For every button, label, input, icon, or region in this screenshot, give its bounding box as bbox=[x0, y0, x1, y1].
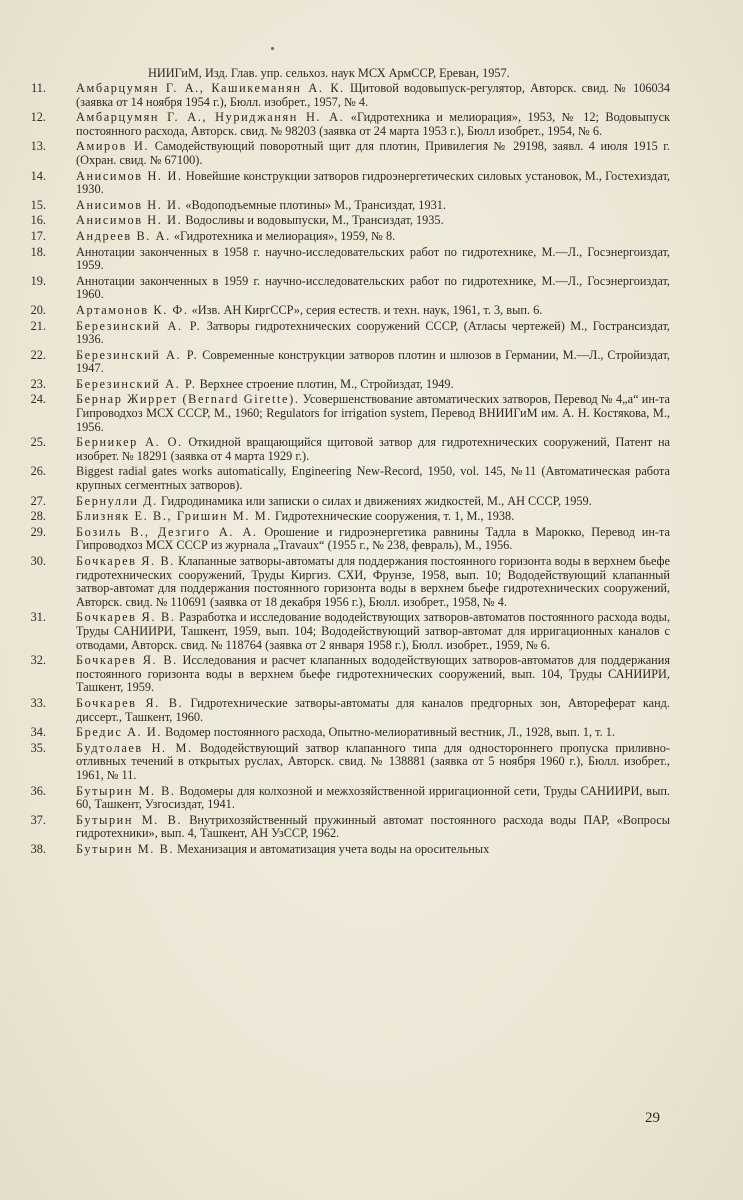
reference-entry-37 bbox=[26, 814, 670, 841]
reference-author: Бутырин М. В. bbox=[76, 783, 176, 798]
reference-entry-38 bbox=[26, 843, 670, 857]
reference-number: 31 . bbox=[26, 611, 46, 625]
reference-author: Амиров И. bbox=[76, 139, 150, 154]
reference-number: 29 . bbox=[26, 526, 46, 540]
reference-number: 27 . bbox=[26, 495, 46, 509]
reference-text: Внутрихозяйственный пружинный автомат постоянного расхода воды ПАР, «Вопросы гидротехники», вып. 4, Ташкент, АН УзССР, 1962. bbox=[76, 812, 670, 841]
reference-author: Близняк Е. В., Гришин М. М. bbox=[76, 509, 272, 524]
reference-text: Клапанные затворы-автоматы для поддержания постоянного горизонта воды в верхнем бьефе гидротехнических сооружений, Труды Киргиз. СХИ, Фрунзе, 1958, вып. 10; Вододействующий клапанный затвор-автомат для поддержания постоянного горизонта воды в верхнем бьефе гидротехнических сооружений, Авторск. свид. № 110691 (заявка от 18 декабря 1956 г.), Бюлл. изобрет., 1958, № 4. bbox=[76, 554, 670, 609]
reference-text: Водомер постоянного расхода, Опытно-мелиоративный вестник, Л., 1928, вып. 1, т. 1. bbox=[165, 725, 615, 740]
reference-author: Березинский А. Р. bbox=[76, 318, 202, 333]
reference-author: Амбарцумян Г. А., Нуриджанян Н. А. bbox=[76, 110, 345, 125]
reference-text: Водосливы и водовыпуски, М., Трансиздат, 1935. bbox=[185, 213, 444, 228]
reference-author: Бочкарев Я. В. bbox=[76, 554, 175, 568]
reference-number: 34 . bbox=[26, 726, 46, 740]
reference-text: Гидротехнические сооружения, т. 1, М., 1938. bbox=[274, 509, 515, 524]
reference-number: 26 . bbox=[26, 465, 46, 479]
reference-author: Бочкарев Я. В. bbox=[76, 653, 178, 668]
reference-author: Бернулли Д. bbox=[76, 493, 158, 508]
reference-author: Березинский А. Р. bbox=[76, 376, 197, 391]
reference-text: Самодействующий поворотный щит для плотин, Привилегия № 29198, заявл. 4 июля 1915 г. (Охран. свид. № 67100). bbox=[76, 139, 671, 167]
reference-text: «Гидротехника и мелиорация», 1959, № 8. bbox=[173, 228, 396, 243]
reference-author: Березинский А. Р. bbox=[76, 347, 199, 362]
reference-entry-28 bbox=[26, 510, 670, 524]
reference-number: 30 . bbox=[26, 555, 46, 569]
reference-entry-25 bbox=[26, 436, 670, 463]
reference-author: Бредис А. И. bbox=[76, 725, 163, 740]
print-speck bbox=[271, 47, 274, 50]
reference-author: Бернар Жиррет (Bernard Girette). bbox=[76, 392, 300, 407]
continued-reference: НИИГиМ, Изд. Глав. упр. сельхоз. наук МСХ АрмССР, Ереван, 1957. bbox=[148, 66, 510, 80]
reference-entry-34 bbox=[26, 726, 670, 740]
page-number: 29 bbox=[645, 1110, 660, 1126]
reference-author: Будтолаев Н. М. bbox=[76, 740, 193, 755]
reference-author: Амбарцумян Г. А., Кашикеманян А. К. bbox=[76, 81, 345, 95]
reference-text: Вододействующий затвор клапанного типа для одностороннего пропуска приливно-отливных течений в открытых руслах, Авторск. свид. № 138881 (заявка от 5 ноября 1960 г.), Бюлл. изобрет., 1961, № 11. bbox=[76, 740, 670, 782]
reference-entry-16 bbox=[26, 214, 670, 228]
reference-entry-12 bbox=[26, 111, 670, 138]
reference-entry-30 bbox=[26, 555, 670, 609]
reference-author: Бочкарев Я. В. bbox=[76, 695, 184, 710]
reference-number: 24 . bbox=[26, 393, 46, 407]
reference-entry-14 bbox=[26, 170, 670, 197]
reference-number: 19 . bbox=[26, 275, 46, 289]
reference-entry-32 bbox=[26, 654, 670, 695]
reference-number: 36 . bbox=[26, 785, 46, 799]
reference-entry-21 bbox=[26, 320, 670, 347]
reference-number: 21 . bbox=[26, 320, 46, 334]
reference-author: Берникер А. О. bbox=[76, 435, 183, 450]
reference-entry-13 bbox=[26, 140, 670, 167]
reference-entry-17 bbox=[26, 230, 670, 244]
reference-author: Бутырин М. В. bbox=[76, 812, 183, 827]
reference-entry-20 bbox=[26, 304, 670, 318]
reference-text: Водомеры для колхозной и межхозяйственной ирригационной сети, Труды САНИИРИ, вып. 60, Ташкент, Узгосиздат, 1941. bbox=[76, 783, 670, 812]
reference-text: Орошение и гидроэнергетика равнины Тадла в Марокко, Перевод ин-та Гипроводхоз МСХ СССР из журнала „Travaux“ (1955 г., № 238, февраль), М., 1956. bbox=[76, 524, 670, 553]
reference-author: Анисимов Н. И. bbox=[76, 168, 183, 183]
reference-author: Артамонов К. Ф. bbox=[76, 302, 189, 317]
reference-entry-31 bbox=[26, 611, 670, 652]
reference-text: «Гидротехника и мелиорация», 1953, № 12; Водовыпуск постоянного расхода, Авторск. свид. № 98203 (заявка от 24 марта 1953 г.), Бюлл изобрет., 1954, № 6. bbox=[76, 110, 670, 138]
reference-text: «Изв. АН КиргССР», серия естеств. и техн. наук, 1961, т. 3, вып. 6. bbox=[191, 302, 543, 317]
reference-text: Верхнее строение плотин, М., Стройиздат, 1949. bbox=[199, 376, 454, 391]
reference-entry-23 bbox=[26, 378, 670, 392]
reference-number: 33 . bbox=[26, 697, 46, 711]
reference-author: Анисимов Н. И. bbox=[76, 197, 183, 212]
reference-number: 11 . bbox=[26, 82, 46, 96]
reference-entry-27 bbox=[26, 495, 670, 509]
reference-entry-22 bbox=[26, 349, 670, 376]
reference-text: Щитовой водовыпуск-регулятор, Авторск. свид. № 106034 (заявка от 14 ноября 1954 г.), Бюлл. изобрет., 1957, № 4. bbox=[76, 81, 670, 109]
reference-text: Исследования и расчет клапанных вододействующих затворов-автоматов для поддержания постоянного горизонта воды в верхнем бьефе гидротехнических сооружений, вып. 104, Труды САНИИРИ, Ташкент, 1959. bbox=[76, 653, 670, 695]
reference-text: Аннотации законченных в 1958 г. научно-исследовательских работ по гидротехнике, М.—Л., Госэнергоиздат, 1959. bbox=[76, 244, 670, 273]
reference-number: 20 . bbox=[26, 304, 46, 318]
reference-number: 18 . bbox=[26, 246, 46, 260]
reference-text: «Водоподъемные плотины» М., Трансиздат, 1931. bbox=[185, 197, 446, 212]
reference-text: Biggest radial gates works automatically, Engineering New-Record, 1950, vol. 145, №11 (Автоматическая работа крупных сегментных затворов). bbox=[76, 464, 670, 493]
reference-number: 28 . bbox=[26, 510, 46, 524]
reference-author: Андреев В. А. bbox=[76, 228, 171, 243]
reference-number: 23 . bbox=[26, 378, 46, 392]
reference-author: Бутырин М. В. bbox=[76, 841, 175, 856]
reference-text: Разработка и исследование вододействующих затворов-автоматов постоянного расхода воды, Труды САНИИРИ, Ташкент, 1959, вып. 104; Вододействующий затвор-автомат для ирригационных каналов с отводами, Авторск. свид. № 118764 (заявка от 2 января 1958 г.), Бюлл. изобрет., 1959, № 6. bbox=[76, 610, 671, 652]
reference-text: Аннотации законченных в 1959 г. научно-исследовательских работ по гидротехнике, М.—Л., Госэнергоиздат, 1960. bbox=[76, 273, 670, 302]
reference-author: Бочкарев Я. В. bbox=[76, 610, 176, 625]
reference-entry-26 bbox=[26, 465, 670, 492]
reference-number: 12 . bbox=[26, 111, 46, 125]
reference-number: 38 . bbox=[26, 843, 46, 857]
reference-number: 37 . bbox=[26, 814, 46, 828]
reference-entry-15 bbox=[26, 199, 670, 213]
reference-entry-36 bbox=[26, 785, 670, 812]
reference-author: Анисимов Н. И. bbox=[76, 213, 183, 228]
reference-text: Гидротехнические затворы-автоматы для каналов предгорных зон, Автореферат канд. диссерт., Ташкент, 1960. bbox=[76, 695, 670, 724]
reference-number: 25 . bbox=[26, 436, 46, 450]
reference-text: Затворы гидротехнических сооружений СССР, (Атласы чертежей) М., Гострансиздат, 1936. bbox=[76, 318, 671, 347]
reference-entry-19 bbox=[26, 275, 670, 302]
reference-number: 14 . bbox=[26, 170, 46, 184]
reference-number: 16 . bbox=[26, 214, 46, 228]
reference-entry-24 bbox=[26, 393, 670, 434]
reference-text: Новейшие конструкции затворов гидроэнергетических силовых установок, М., Гостехиздат, 1930. bbox=[76, 168, 670, 197]
reference-text: Гидродинамика или записки о силах и движениях жидкостей, М., АН СССР, 1959. bbox=[160, 493, 592, 508]
reference-author: Бозиль В., Дезгиго А. А. bbox=[76, 524, 258, 539]
reference-text: Механизация и автоматизация учета воды на оросительных bbox=[177, 841, 490, 856]
reference-entry-18 bbox=[26, 246, 670, 273]
reference-number: 15 . bbox=[26, 199, 46, 213]
reference-number: 17 . bbox=[26, 230, 46, 244]
reference-number: 22 . bbox=[26, 349, 46, 363]
reference-entry-33 bbox=[26, 697, 670, 724]
reference-entry-11 bbox=[26, 82, 670, 109]
reference-number: 32 . bbox=[26, 654, 46, 668]
reference-entry-35 bbox=[26, 742, 670, 783]
reference-list bbox=[26, 66, 670, 856]
reference-entry-29 bbox=[26, 526, 670, 553]
reference-number: 13 . bbox=[26, 140, 46, 154]
reference-text: Усовершенствование автоматических затворов, Перевод № 4„а“ ин-та Гипроводхоз МСХ СССР, М., 1960; Regulators for irrigation system, Перевод ВНИИГиМ им. А. Н. Костякова, М., 1956. bbox=[76, 392, 671, 434]
reference-text: Откидной вращающийся щитовой затвор для гидротехнических сооружений, Патент на изобрет. № 18291 (заявка от 4 марта 1929 г.). bbox=[76, 435, 670, 463]
reference-text: Современные конструкции затворов плотин и шлюзов в Германии, М.—Л., Стройиздат, 1947. bbox=[76, 347, 670, 376]
reference-number: 35 . bbox=[26, 742, 46, 756]
